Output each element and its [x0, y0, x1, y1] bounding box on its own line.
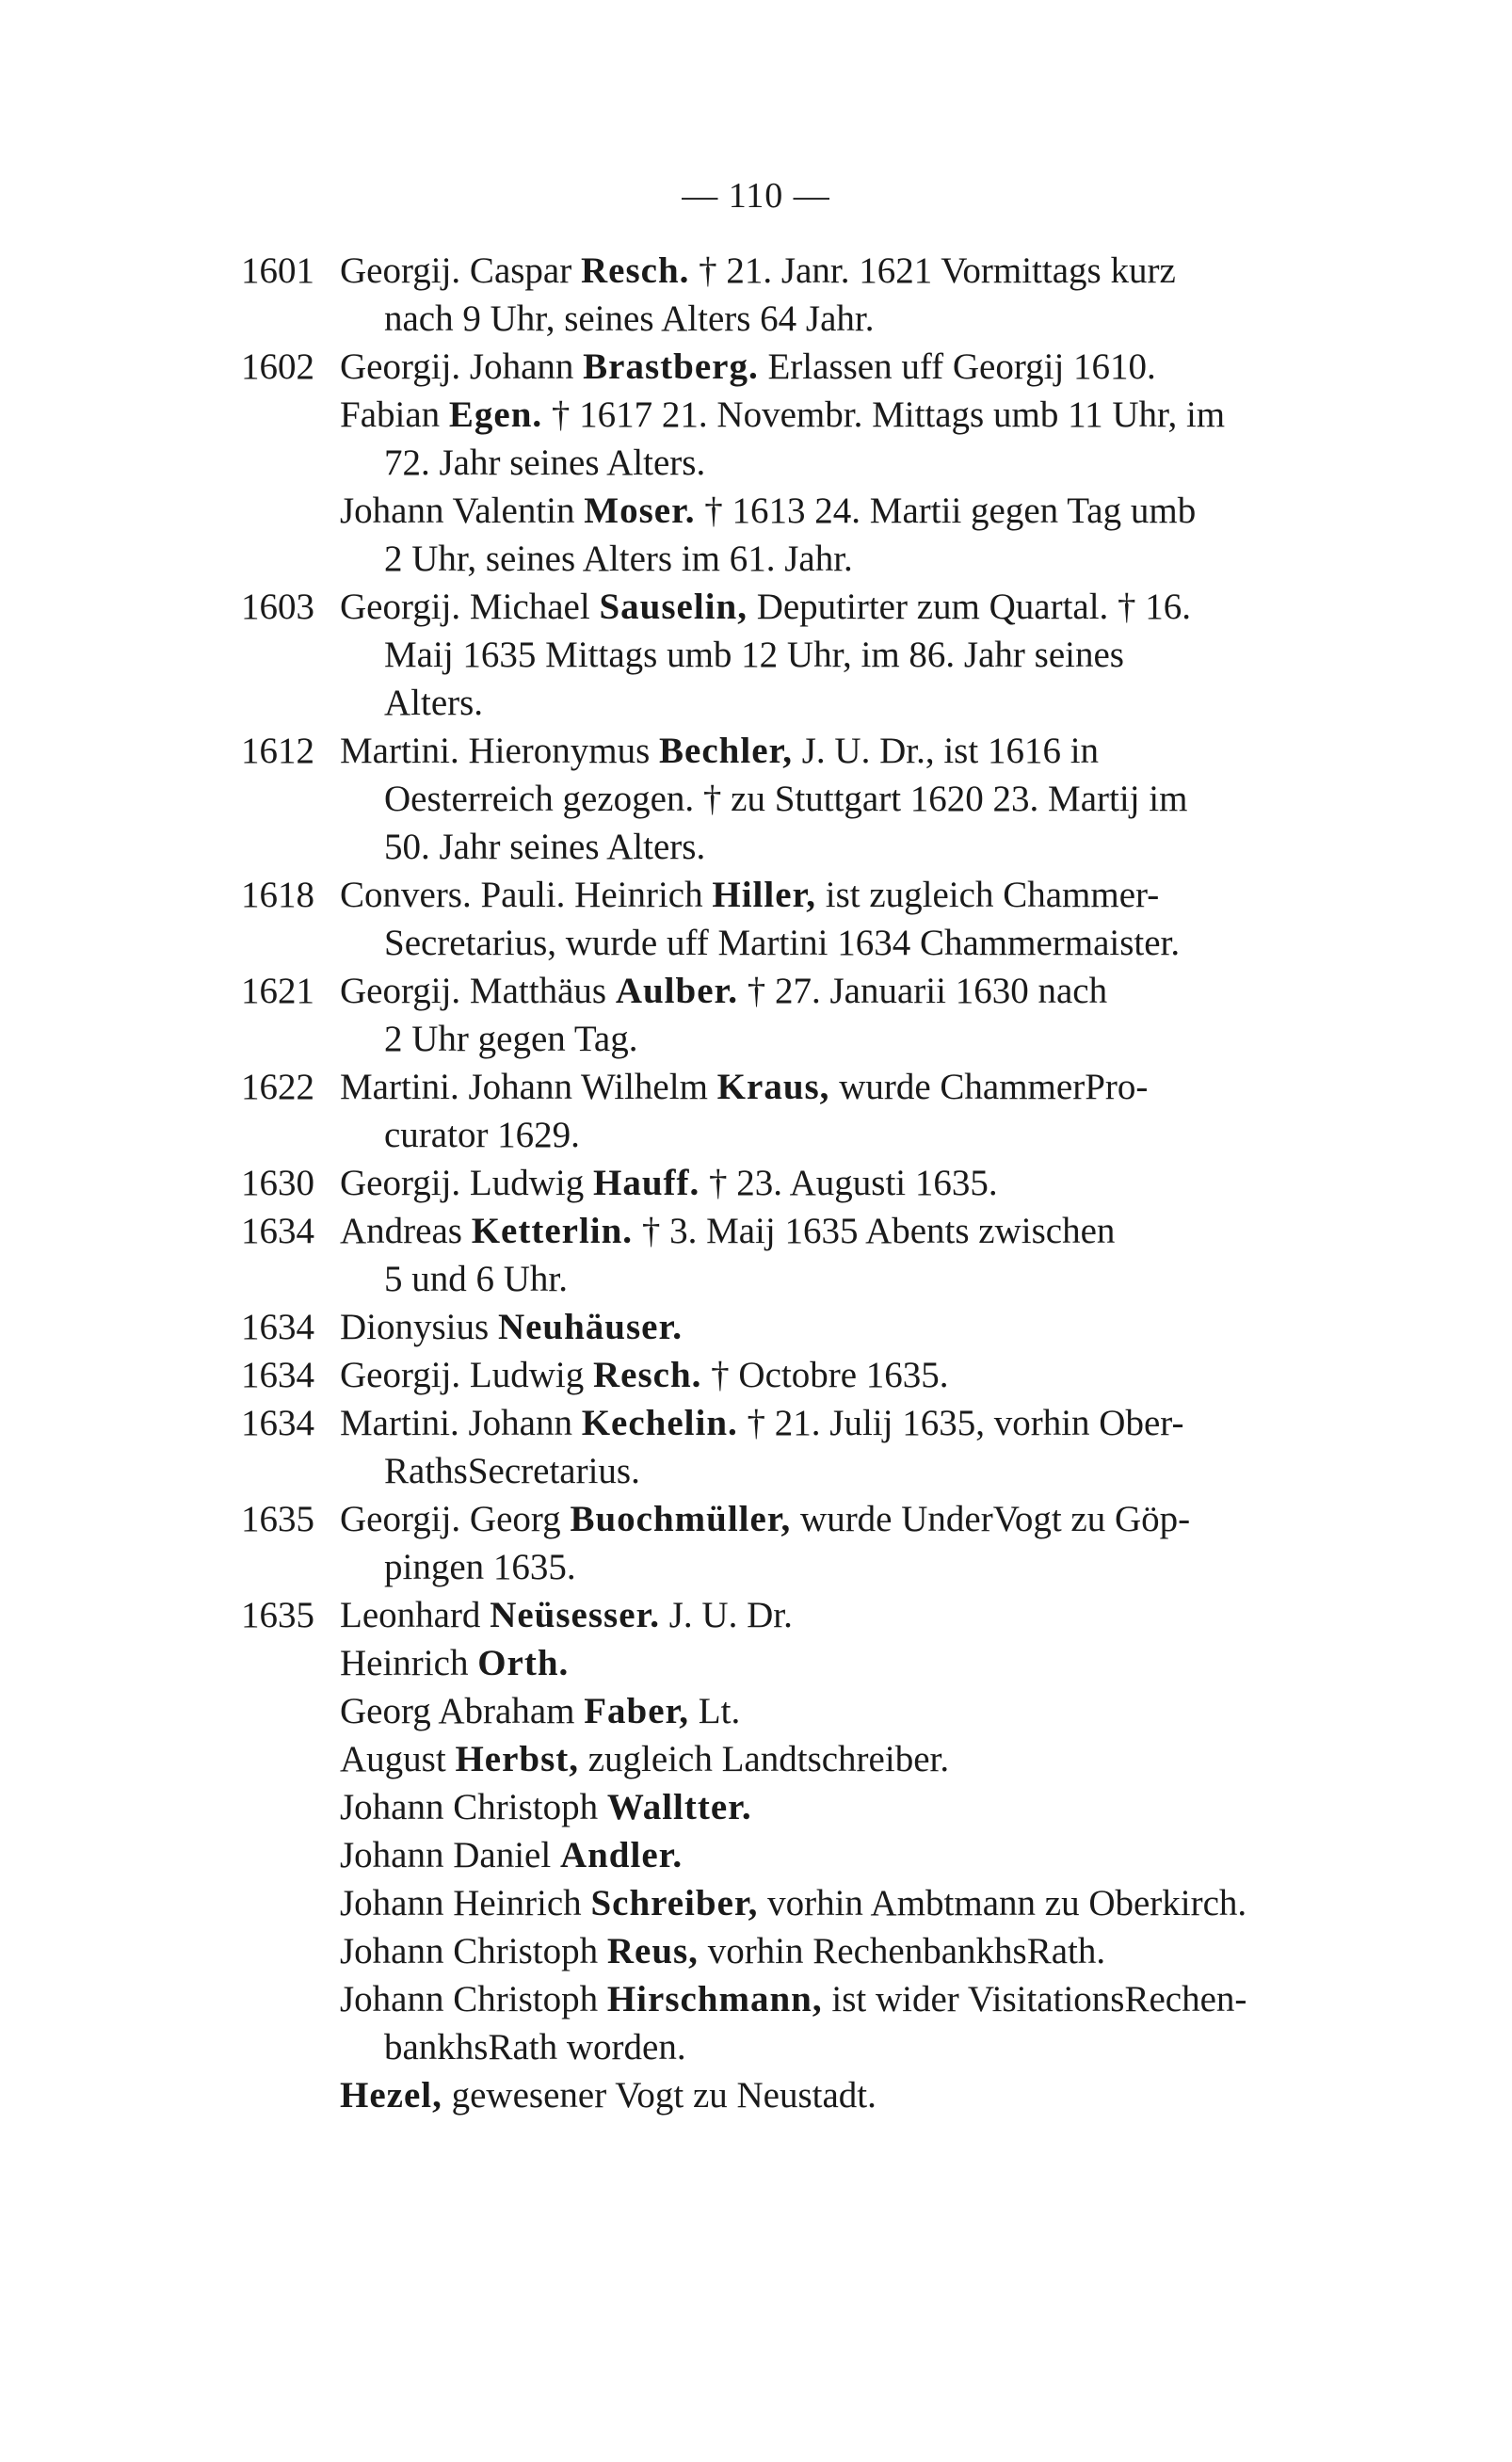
person-surname: Resch. — [580, 250, 690, 291]
entry-line: 72. Jahr seines Alters. — [384, 443, 706, 483]
register-entry — [241, 1591, 1390, 1639]
entry-line: Convers. Pauli. Heinrich Hiller, ist zugleich Chammer- — [340, 875, 1160, 915]
register-entry — [241, 967, 1390, 1063]
entry-year: 1634 — [241, 1211, 314, 1251]
register-entry — [241, 1783, 1390, 1831]
person-surname: Hirschmann, — [606, 1979, 823, 2019]
entry-line: 50. Jahr seines Alters. — [384, 827, 706, 867]
entry-list — [241, 247, 1390, 2119]
person-surname: Andler. — [559, 1835, 684, 1875]
entry-line: Dionysius Neuhäuser. — [340, 1307, 683, 1347]
entry-line: Hezel, gewesener Vogt zu Neustadt. — [340, 2075, 877, 2116]
register-entry — [241, 1879, 1390, 1927]
entry-line: Andreas Ketterlin. † 3. Maij 1635 Abents zwischen — [340, 1211, 1116, 1251]
entry-year: 1602 — [241, 346, 314, 387]
person-surname: Brastberg. — [583, 346, 759, 387]
person-surname: Kechelin. — [581, 1403, 738, 1443]
person-surname: Kraus, — [716, 1067, 830, 1107]
register-entry — [241, 1927, 1390, 1975]
entry-line: Martini. Johann Wilhelm Kraus, wurde ChammerPro- — [340, 1067, 1149, 1107]
entry-year: 1634 — [241, 1403, 314, 1443]
person-surname: Sauselin, — [599, 587, 748, 627]
entry-year: 1621 — [241, 971, 314, 1011]
entry-line: Georgij. Michael Sauselin, Deputirter zum Quartal. † 16. — [340, 587, 1192, 627]
register-entry — [241, 247, 1390, 343]
register-entry — [241, 1687, 1390, 1735]
entry-line: Johann Valentin Moser. † 1613 24. Martii gegen Tag umb — [340, 491, 1197, 531]
entry-line: Georgij. Ludwig Hauff. † 23. Augusti 1635. — [340, 1163, 998, 1203]
entry-year: 1630 — [241, 1163, 314, 1203]
entry-line: bankhsRath worden. — [384, 2027, 686, 2068]
person-surname: Resch. — [593, 1355, 702, 1395]
entry-line: Johann Daniel Andler. — [340, 1835, 684, 1875]
entry-line: curator 1629. — [384, 1115, 580, 1155]
entry-line: Oesterreich gezogen. † zu Stuttgart 1620 23. Martij im — [384, 779, 1188, 819]
entry-line: RathsSecretarius. — [384, 1451, 640, 1491]
entry-year: 1622 — [241, 1067, 314, 1107]
entry-line: Johann Christoph Reus, vorhin RechenbankhsRath. — [340, 1931, 1106, 1971]
register-entry — [241, 1831, 1390, 1879]
page-number: — 110 — — [682, 176, 830, 216]
entry-line: 2 Uhr gegen Tag. — [384, 1019, 638, 1059]
person-surname: Schreiber, — [590, 1883, 759, 1923]
person-surname: Hiller, — [712, 875, 816, 915]
entry-year: 1618 — [241, 875, 314, 915]
person-surname: Reus, — [606, 1931, 699, 1971]
entry-line: pingen 1635. — [384, 1547, 576, 1587]
person-surname: Bechler, — [659, 731, 793, 771]
register-entry — [241, 1639, 1390, 1687]
person-surname: Buochmüller, — [570, 1499, 792, 1539]
register-entry — [241, 727, 1390, 871]
entry-line: Fabian Egen. † 1617 21. Novembr. Mittags umb 11 Uhr, im — [340, 394, 1226, 435]
register-entry — [241, 1303, 1390, 1351]
entry-year: 1635 — [241, 1499, 314, 1539]
person-surname: Hezel, — [340, 2075, 442, 2116]
person-surname: Aulber. — [615, 971, 738, 1011]
entry-year: 1634 — [241, 1307, 314, 1347]
register-entry — [241, 343, 1390, 391]
entry-line: Georg Abraham Faber, Lt. — [340, 1691, 741, 1731]
person-surname: Herbst, — [455, 1739, 579, 1779]
entry-line: Alters. — [384, 683, 484, 723]
register-entry — [241, 487, 1390, 583]
person-surname: Ketterlin. — [471, 1211, 634, 1251]
person-surname: Neuhäuser. — [497, 1307, 683, 1347]
person-surname: Hauff. — [593, 1163, 700, 1203]
entry-line: Georgij. Matthäus Aulber. † 27. Januarii 1630 nach — [340, 971, 1108, 1011]
entry-year: 1635 — [241, 1595, 314, 1635]
person-surname: Faber, — [584, 1691, 690, 1731]
person-surname: Orth. — [477, 1643, 570, 1683]
register-entry — [241, 1351, 1390, 1399]
entry-line: Georgij. Georg Buochmüller, wurde UnderVogt zu Göp- — [340, 1499, 1191, 1539]
entry-line: Maij 1635 Mittags umb 12 Uhr, im 86. Jahr seines — [384, 635, 1124, 675]
entry-line: nach 9 Uhr, seines Alters 64 Jahr. — [384, 298, 875, 339]
register-entry — [241, 1159, 1390, 1207]
entry-line: Johann Heinrich Schreiber, vorhin Ambtmann zu Oberkirch. — [340, 1883, 1247, 1923]
register-entry — [241, 2071, 1390, 2119]
entry-line: Martini. Johann Kechelin. † 21. Julij 1635, vorhin Ober- — [340, 1403, 1184, 1443]
person-surname: Walltter. — [606, 1787, 752, 1827]
entry-year: 1634 — [241, 1355, 314, 1395]
entry-line: Georgij. Johann Brastberg. Erlassen uff Georgij 1610. — [340, 346, 1156, 387]
register-entry — [241, 1975, 1390, 2071]
register-entry — [241, 1207, 1390, 1303]
entry-line: Heinrich Orth. — [340, 1643, 570, 1683]
entry-line: Georgij. Ludwig Resch. † Octobre 1635. — [340, 1355, 949, 1395]
entry-line: Johann Christoph Walltter. — [340, 1787, 752, 1827]
entry-year: 1612 — [241, 731, 314, 771]
person-surname: Moser. — [584, 491, 696, 531]
register-entry — [241, 1495, 1390, 1591]
register-entry — [241, 871, 1390, 967]
register-entry — [241, 1399, 1390, 1495]
entry-line: 2 Uhr, seines Alters im 61. Jahr. — [384, 539, 853, 579]
entry-line: Secretarius, wurde uff Martini 1634 Chammermaister. — [384, 923, 1181, 963]
entry-line: Georgij. Caspar Resch. † 21. Janr. 1621 Vormittags kurz — [340, 250, 1176, 291]
register-entry — [241, 1063, 1390, 1159]
entry-line: Martini. Hieronymus Bechler, J. U. Dr., ist 1616 in — [340, 731, 1100, 771]
register-entry — [241, 391, 1390, 487]
entry-line: 5 und 6 Uhr. — [384, 1259, 568, 1299]
entry-year: 1601 — [241, 250, 314, 291]
person-surname: Neüsesser. — [490, 1595, 660, 1635]
register-entry — [241, 1735, 1390, 1783]
register-entry — [241, 583, 1390, 727]
person-surname: Egen. — [448, 394, 543, 435]
entry-line: Johann Christoph Hirschmann, ist wider VisitationsRechen- — [340, 1979, 1247, 2019]
entry-line: Leonhard Neüsesser. J. U. Dr. — [340, 1595, 793, 1635]
entry-year: 1603 — [241, 587, 314, 627]
entry-line: August Herbst, zugleich Landtschreiber. — [340, 1739, 950, 1779]
